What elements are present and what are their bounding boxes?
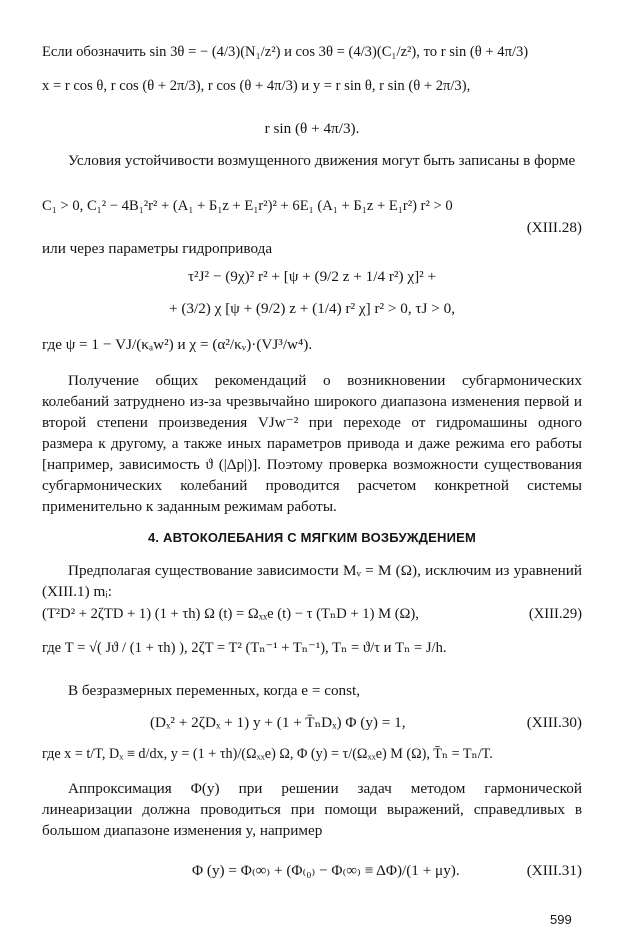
time-constant-definitions: где T = √( Jϑ / (1 + τh) ), 2ζT = T² (Tₙ⁻¹ + Tₙ⁻¹), Tₙ = ϑ/τ и Tₙ = J/h.: [42, 640, 447, 656]
equation-xiii-29: [42, 604, 582, 625]
subharmonic-paragraph: Получение общих рекомендаций о возникновении субгармонических колебаний затруднено из-за чрезвычайно широкого диапазона изменения первой и второй степени произведения VJw⁻² при переходе от гидромашины одного размера к другому, а также иных параметров привода и даже режима его работы [например, зависимость ϑ (|Δp|)]. Поэтому проверка возможности существования субгармонических колебаний проводится расчетом конкретной системы применительно к заданным режимам работы.: [42, 372, 582, 515]
equation-tag: (XIII.31): [526, 862, 582, 879]
dimensionless-intro: В безразмерных переменных, когда e = const,: [68, 682, 361, 699]
dependency-paragraph: Предполагая существование зависимости Mᵥ = M (Ω), исключим из уравнений (XIII.1) mᵢ:: [42, 562, 582, 600]
psi-chi-definitions: где ψ = 1 − VJ/(κₐw²) и χ = (α²/κᵥ)·(VJ³/w⁴).: [42, 336, 313, 353]
definition-line: Если обозначить sin 3θ = − (4/3)(N₁/z²) и cos 3θ = (4/3)(C₁/z²), то r sin (θ + 4π/3): [42, 44, 529, 60]
coordinate-formulas: x = r cos θ, r cos (θ + 2π/3), r cos (θ + 4π/3) и y = r sin θ, r sin (θ + 2π/3),: [42, 78, 471, 94]
section-heading: 4. АВТОКОЛЕБАНИЯ С МЯГКИМ ВОЗБУЖДЕНИЕМ: [147, 530, 477, 545]
equation-body: (Dₓ² + 2ζDₓ + 1) y + (1 + T̄ₙDₓ) Φ (y) = 1,: [150, 714, 406, 731]
equation-body: Φ (y) = Φ₍∞₎ + (Φ₍₀₎ − Φ₍∞₎ ≡ ΔΦ)/(1 + μy).: [192, 862, 460, 879]
equation-body: (T²D² + 2ζTD + 1) (1 + τh) Ω (t) = Ωₓₓe (t) − τ (TₙD + 1) M (Ω),: [42, 606, 419, 622]
hydraulic-condition-line-2: + (3/2) χ [ψ + (9/2) z + (1/4) r² χ] r² > 0, τJ > 0,: [168, 300, 455, 317]
equation-body: C₁ > 0, C₁² − 4B₁²r² + (A₁ + Б₁z + E₁r²)² + 6E₁ (A₁ + Б₁z + E₁r²) r² > 0: [42, 198, 453, 214]
dimensionless-definitions: где x = t/T, Dₓ ≡ d/dx, y = (1 + τh)/(Ωₓₓe) Ω, Φ (y) = τ/(Ωₓₓe) M (Ω), T̄ₙ = Tₙ/T.: [42, 746, 493, 762]
hydraulic-condition-line-1: τ²J² − (9χ)² r² + [ψ + (9/2 z + 1/4 r²) χ]² +: [187, 268, 437, 285]
equation-tag: (XIII.29): [528, 606, 582, 622]
equation-tag: (XIII.30): [526, 714, 582, 731]
stability-intro: Условия устойчивости возмущенного движения могут быть записаны в форме: [68, 152, 576, 169]
equation-xiii-28: [42, 196, 582, 217]
approximation-paragraph: Аппроксимация Φ(y) при решении задач методом гармонической линеаризации должна проводиться при помощи выражений, справедливых в большом диапазоне изменения y, например: [42, 780, 582, 839]
coordinate-formulas-end: r sin (θ + 4π/3).: [264, 120, 360, 137]
hydraulic-parameters-intro: или через параметры гидропривода: [42, 240, 273, 257]
equation-tag: (XIII.28): [526, 219, 582, 236]
page-number: 599: [550, 912, 572, 927]
